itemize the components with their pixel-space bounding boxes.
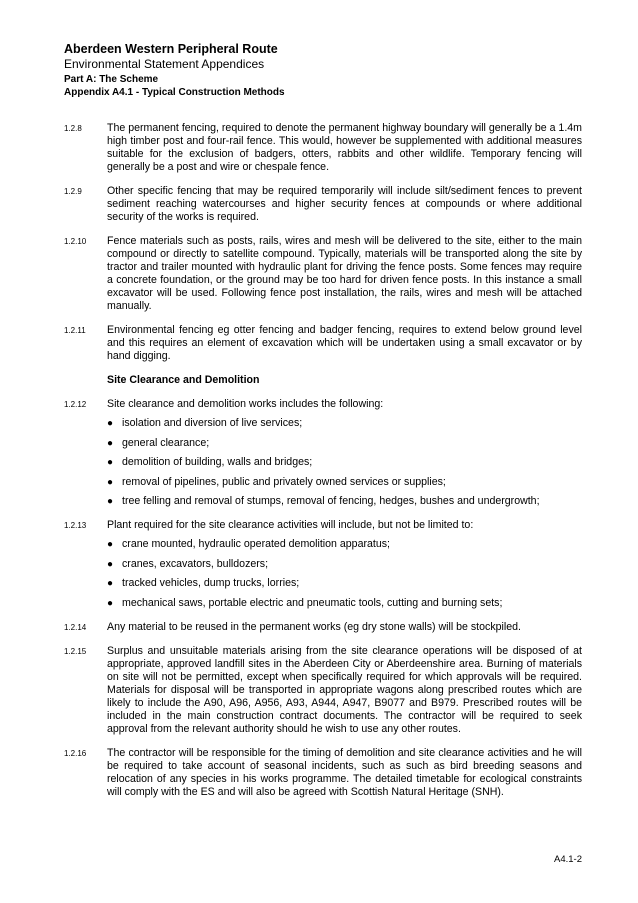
list-item: ● removal of pipelines, public and privately owned services or supplies; (107, 475, 446, 488)
paragraph-number: 1.2.9 (64, 187, 82, 196)
page-number: A4.1-2 (554, 854, 582, 865)
paragraph (64, 645, 582, 736)
list-item: ● general clearance; (107, 436, 210, 449)
paragraph-text: Environmental fencing eg otter fencing and badger fencing, requires to extend below ground level and this requires an element of excavation which will be undertaken using a small excavator or by hand digging. (107, 324, 582, 362)
paragraph-number: 1.2.12 (64, 400, 87, 409)
paragraph-number: 1.2.15 (64, 646, 87, 656)
bullet-icon: ● (107, 476, 114, 488)
document-part: Part A: The Scheme (64, 74, 159, 85)
bullet-icon: ● (107, 437, 114, 449)
paragraph-text: Fence materials such as posts, rails, wires and mesh will be delivered to the site, either to the main compound or directly to satellite compound. Typically, materials will be transported along the site by tractor and trailer mounted with hydraulic plant for driving the fence posts. Some fences may require a concrete foundation, or the ground may be too hard for driven fence posts. In this instance a small excavator will be used. Following fence post installation, the rails, wires and mesh will be attached manually. (107, 235, 582, 312)
paragraph-text: Plant required for the site clearance activities will include, but not be limited to: (107, 519, 474, 531)
bullet-icon: ● (107, 457, 114, 468)
paragraph (64, 621, 582, 634)
paragraph-number: 1.2.16 (64, 748, 87, 758)
bullet-list (107, 538, 582, 610)
paragraph-number: 1.2.8 (64, 124, 82, 133)
paragraph-text: The contractor will be responsible for the timing of demolition and site clearance activities and he will be required to take account of seasonal incidents, such as such as bird breeding seasons and relocation of any species in his works programme. The detailed timetable for ecological constraints will comply with the ES and will also be agreed with Scottish Natural Heritage (SNH). (107, 746, 582, 798)
paragraph-text: The permanent fencing, required to denote the permanent highway boundary will generally be a 1.4m high timber post and four-rail fence. This would, however be supplemented with additional measures suitable for the exclusion of badgers, otters, rabbits and other wildlife. Temporary fencing will generally be a post and wire or chespale fence. (107, 122, 582, 173)
bullet-icon: ● (107, 597, 114, 609)
paragraph-text: Surplus and unsuitable materials arising from the site clearance operations will be disposed of at appropriate, approved landfill sites in the Aberdeen City or Aberdeenshire area. Burning of materials on site will not be permitted, except when specifically required for which approvals will be required. Materials for disposal will be transported in appropriate wagons along prescribed routes which are likely to include the A90, A96, A956, A93, A944, A947, B9077 and B979. Prescribed routes will be included in the main construction contract documents. The contractor will be required to seek approval from the relevant authority should he wish to use any other routes. (107, 644, 582, 735)
list-item: ● mechanical saws, portable electric and pneumatic tools, cutting and burning sets; (107, 596, 503, 609)
paragraph-number: 1.2.10 (64, 237, 87, 246)
paragraph (64, 122, 582, 174)
paragraph (64, 747, 582, 799)
bullet-icon: ● (107, 539, 114, 550)
document-title: Aberdeen Western Peripheral Route (64, 42, 278, 56)
paragraph (64, 185, 582, 224)
bullet-icon: ● (107, 496, 114, 507)
document-subtitle: Environmental Statement Appendices (64, 57, 265, 71)
page-body (64, 122, 582, 810)
paragraph-number: 1.2.11 (64, 326, 86, 335)
list-item: ● tracked vehicles, dump trucks, lorries; (107, 577, 300, 589)
list-item: ● demolition of building, walls and bridges; (107, 456, 313, 468)
paragraph (64, 324, 582, 363)
paragraph-text: Site clearance and demolition works includes the following: (107, 398, 384, 410)
bullet-icon: ● (107, 578, 114, 589)
list-item: ● isolation and diversion of live services; (107, 417, 303, 429)
document-appendix: Appendix A4.1 - Typical Construction Methods (64, 87, 285, 98)
bullet-list (107, 417, 582, 508)
paragraph-number: 1.2.14 (64, 622, 87, 632)
list-item: ● crane mounted, hydraulic operated demolition apparatus; (107, 538, 390, 550)
bullet-icon: ● (107, 558, 114, 570)
list-item: ● cranes, excavators, bulldozers; (107, 557, 269, 570)
page-header (64, 42, 584, 99)
paragraph-number: 1.2.13 (64, 521, 87, 530)
bullet-icon: ● (107, 418, 114, 429)
paragraph-text: Any material to be reused in the permanent works (eg dry stone walls) will be stockpiled. (107, 620, 521, 633)
paragraph (64, 398, 582, 411)
paragraph (64, 235, 582, 313)
paragraph-text: Other specific fencing that may be required temporarily will include silt/sediment fences to prevent sediment reaching watercourses and higher security fences at compounds or where additional security of the works is required. (107, 185, 582, 223)
paragraph (64, 519, 582, 532)
section-heading: Site Clearance and Demolition (107, 374, 260, 386)
list-item: ● tree felling and removal of stumps, removal of fencing, hedges, bushes and undergrowth; (107, 495, 540, 507)
